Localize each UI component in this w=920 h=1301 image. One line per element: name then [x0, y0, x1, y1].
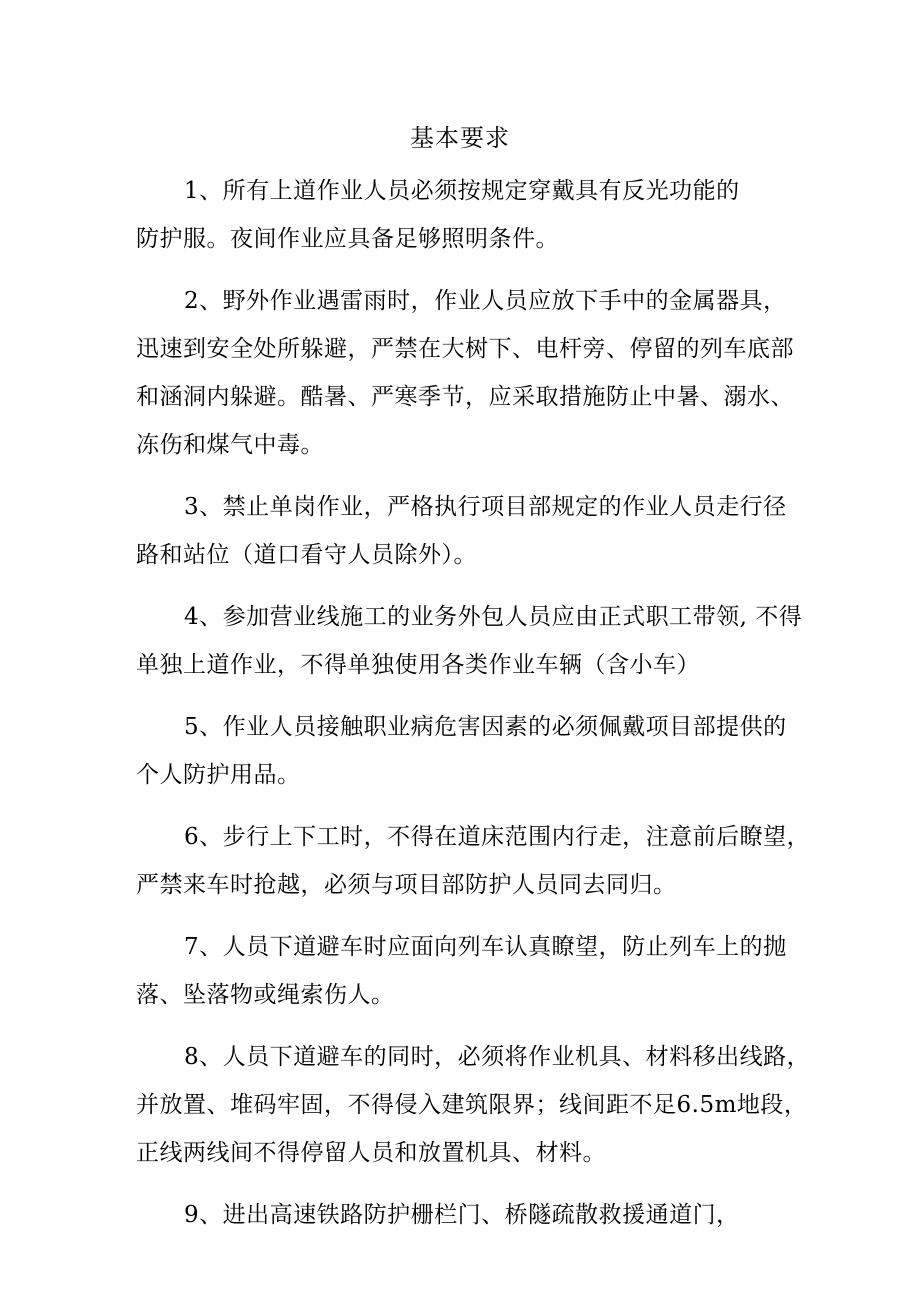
paragraph-line: 单独上道作业，不得单独使用各类作业车辆（含小车）: [136, 652, 700, 678]
paragraph-line: 正线两线间不得停留人员和放置机具、材料。: [136, 1140, 606, 1166]
paragraph-line: 4、参加营业线施工的业务外包人员应由正式职工带领, 不得: [184, 604, 803, 630]
paragraph-line: 严禁来车时抢越，必须与项目部防护人员同去同归。: [136, 872, 677, 898]
paragraph-4: [136, 593, 803, 689]
paragraph-line: 1、所有上道作业人员必须按规定穿戴具有反光功能的: [184, 178, 740, 204]
paragraph-8: [136, 1033, 811, 1177]
document-body: [136, 167, 811, 1253]
paragraph-line: 并放置、堆码牢固，不得侵入建筑限界；线间距不足6.5m地段，: [136, 1092, 808, 1118]
paragraph-7: [136, 923, 787, 1019]
paragraph-line: 冻伤和煤气中毒。: [136, 432, 324, 458]
paragraph-5: [136, 703, 787, 799]
paragraph-line: 5、作业人员接触职业病危害因素的必须佩戴项目部提供的: [184, 714, 787, 740]
paragraph-line: 2、野外作业遇雷雨时，作业人员应放下手中的金属器具，: [184, 288, 787, 314]
paragraph-line: 防护服。夜间作业应具备足够照明条件。: [136, 226, 559, 252]
paragraph-line: 和涵洞内躲避。酷暑、严寒季节，应采取措施防止中暑、溺水、: [136, 384, 794, 410]
paragraph-3: [136, 483, 787, 579]
paragraph-line: 7、人员下道避车时应面向列车认真瞭望，防止列车上的抛: [184, 934, 787, 960]
paragraph-line: 路和站位（道口看守人员除外）。: [136, 542, 477, 568]
paragraph-1: [136, 167, 784, 263]
paragraph-line: 8、人员下道避车的同时，必须将作业机具、材料移出线路，: [184, 1044, 811, 1070]
paragraph-line: 9、进出高速铁路防护栅栏门、桥隧疏散救援通道门，: [184, 1202, 740, 1228]
paragraph-line: 3、禁止单岗作业，严格执行项目部规定的作业人员走行径: [184, 494, 787, 520]
paragraph-line: 个人防护用品。: [136, 762, 301, 788]
paragraph-2: [136, 277, 794, 469]
paragraph-line: 落、坠落物或绳索伤人。: [136, 982, 395, 1008]
paragraph-9: [136, 1191, 784, 1239]
paragraph-line: 迅速到安全处所躲避，严禁在大树下、电杆旁、停留的列车底部: [136, 336, 794, 362]
paragraph-6: [136, 813, 811, 909]
document-title: 基本要求: [410, 124, 510, 152]
paragraph-line: 6、步行上下工时，不得在道床范围内行走，注意前后瞭望，: [184, 824, 811, 850]
